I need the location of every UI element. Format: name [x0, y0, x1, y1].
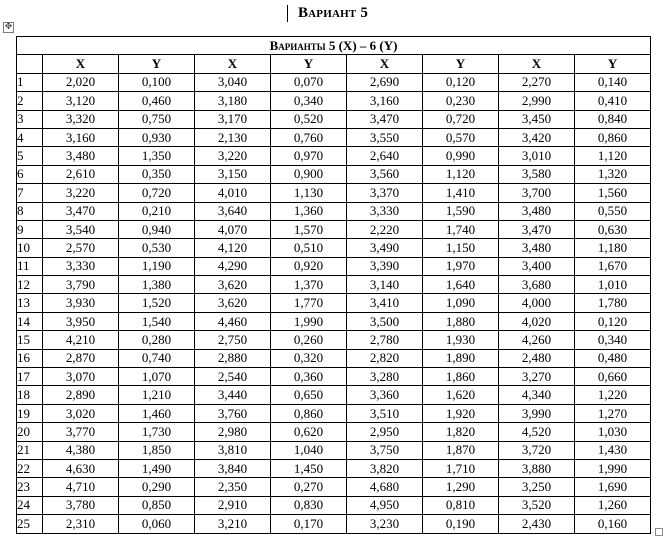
table-cell: 0,290: [119, 478, 195, 496]
row-number-cell: 3: [17, 110, 43, 128]
table-cell: 1,190: [119, 257, 195, 275]
row-number-cell: 15: [17, 331, 43, 349]
table-cell: 2,020: [43, 73, 119, 91]
table-row: [17, 165, 651, 183]
table-cell: 0,860: [575, 128, 651, 146]
row-number-cell: 19: [17, 404, 43, 422]
table-cell: 1,890: [423, 349, 499, 367]
table-cell: 0,260: [271, 331, 347, 349]
table-cell: 3,480: [43, 147, 119, 165]
column-header: X: [43, 55, 119, 73]
table-cell: 3,550: [347, 128, 423, 146]
table-cell: 3,210: [195, 515, 271, 533]
table-row: [17, 147, 651, 165]
table-cell: 3,470: [499, 220, 575, 238]
table-cell: 2,430: [499, 515, 575, 533]
table-cell: 3,180: [195, 92, 271, 110]
table-cell: 3,370: [347, 184, 423, 202]
table-cell: 4,520: [499, 423, 575, 441]
table-cell: 1,540: [119, 312, 195, 330]
table-cell: 3,020: [43, 404, 119, 422]
table-cell: 1,860: [423, 368, 499, 386]
table-cell: 1,220: [575, 386, 651, 404]
table-cell: 3,120: [43, 92, 119, 110]
table-cell: 3,400: [499, 257, 575, 275]
table-cell: 3,810: [195, 441, 271, 459]
table-resize-handle-icon[interactable]: [655, 528, 663, 536]
table-cell: 1,210: [119, 386, 195, 404]
row-number-cell: 9: [17, 220, 43, 238]
table-cell: 3,580: [499, 165, 575, 183]
table-cell: 1,490: [119, 459, 195, 477]
table-cell: 4,020: [499, 312, 575, 330]
row-number-cell: 17: [17, 368, 43, 386]
table-cell: 1,590: [423, 202, 499, 220]
column-header: Y: [271, 55, 347, 73]
table-cell: 1,120: [575, 147, 651, 165]
table-cell: 0,510: [271, 239, 347, 257]
table-cell: 3,040: [195, 73, 271, 91]
table-cell: 3,760: [195, 404, 271, 422]
table-cell: 2,570: [43, 239, 119, 257]
row-number-cell: 10: [17, 239, 43, 257]
table-cell: 2,890: [43, 386, 119, 404]
column-header: X: [347, 55, 423, 73]
table-cell: 0,860: [271, 404, 347, 422]
row-number-cell: 13: [17, 294, 43, 312]
table-cell: 4,210: [43, 331, 119, 349]
table-cell: 2,750: [195, 331, 271, 349]
table-cell: 2,540: [195, 368, 271, 386]
table-row: [17, 404, 651, 422]
table-row: [17, 294, 651, 312]
table-cell: 1,070: [119, 368, 195, 386]
table-cell: 4,380: [43, 441, 119, 459]
table-cell: 2,990: [499, 92, 575, 110]
table-cell: 3,560: [347, 165, 423, 183]
table-cell: 3,500: [347, 312, 423, 330]
table-cell: 4,010: [195, 184, 271, 202]
table-cell: 0,850: [119, 496, 195, 514]
table-cell: 1,990: [575, 459, 651, 477]
table-cell: 1,270: [575, 404, 651, 422]
table-cell: 2,950: [347, 423, 423, 441]
row-number-cell: 14: [17, 312, 43, 330]
table-cell: 1,740: [423, 220, 499, 238]
table-row: [17, 331, 651, 349]
table-cell: 2,480: [499, 349, 575, 367]
table-cell: 2,220: [347, 220, 423, 238]
table-cell: 1,040: [271, 441, 347, 459]
table-cell: 0,410: [575, 92, 651, 110]
table-cell: 3,510: [347, 404, 423, 422]
table-cell: 3,480: [499, 239, 575, 257]
table-cell: 0,620: [271, 423, 347, 441]
table-cell: 1,670: [575, 257, 651, 275]
table-cell: 3,770: [43, 423, 119, 441]
row-number-cell: 18: [17, 386, 43, 404]
table-cell: 3,480: [499, 202, 575, 220]
table-cell: 3,470: [347, 110, 423, 128]
table-cell: 0,120: [423, 73, 499, 91]
row-number-cell: 8: [17, 202, 43, 220]
table-cell: 1,520: [119, 294, 195, 312]
row-number-cell: 5: [17, 147, 43, 165]
table-row: [17, 92, 651, 110]
table-cell: 4,950: [347, 496, 423, 514]
table-cell: 2,690: [347, 73, 423, 91]
table-cell: 0,990: [423, 147, 499, 165]
table-cell: 1,130: [271, 184, 347, 202]
table-cell: 0,660: [575, 368, 651, 386]
table-row: [17, 239, 651, 257]
table-cell: 3,820: [347, 459, 423, 477]
table-cell: 0,570: [423, 128, 499, 146]
table-cell: 3,420: [499, 128, 575, 146]
table-cell: 0,630: [575, 220, 651, 238]
table-cell: 1,970: [423, 257, 499, 275]
table-cell: 3,390: [347, 257, 423, 275]
table-cell: 3,320: [43, 110, 119, 128]
table-cell: 3,840: [195, 459, 271, 477]
column-header: Y: [119, 55, 195, 73]
table-cell: 3,440: [195, 386, 271, 404]
table-cell: 2,980: [195, 423, 271, 441]
table-move-handle-icon[interactable]: ✥: [4, 22, 13, 32]
table-cell: 3,250: [499, 478, 575, 496]
table-cell: 1,290: [423, 478, 499, 496]
table-row: [17, 423, 651, 441]
table-cell: 1,730: [119, 423, 195, 441]
table-cell: 2,780: [347, 331, 423, 349]
table-cell: 0,190: [423, 515, 499, 533]
table-cell: 3,170: [195, 110, 271, 128]
table-cell: 4,710: [43, 478, 119, 496]
table-cell: 2,610: [43, 165, 119, 183]
table-cell: 3,330: [43, 257, 119, 275]
table-cell: 0,210: [119, 202, 195, 220]
table-cell: 3,750: [347, 441, 423, 459]
table-row: [17, 110, 651, 128]
row-number-cell: 12: [17, 276, 43, 294]
table-cell: 0,810: [423, 496, 499, 514]
table-cell: 1,180: [575, 239, 651, 257]
table-cell: 0,320: [271, 349, 347, 367]
table-row: [17, 184, 651, 202]
table-cell: 0,750: [119, 110, 195, 128]
table-row: [17, 478, 651, 496]
table-body: [17, 73, 651, 533]
table-cell: 1,090: [423, 294, 499, 312]
table-cell: 3,780: [43, 496, 119, 514]
table-cell: 1,930: [423, 331, 499, 349]
table-cell: 3,720: [499, 441, 575, 459]
header-row: [17, 55, 651, 73]
row-number-cell: 7: [17, 184, 43, 202]
table-cell: 3,070: [43, 368, 119, 386]
table-cell: 1,150: [423, 239, 499, 257]
table-cell: 2,640: [347, 147, 423, 165]
text-cursor: [287, 5, 288, 22]
table-cell: 3,010: [499, 147, 575, 165]
table-cell: 3,640: [195, 202, 271, 220]
table-cell: 0,340: [271, 92, 347, 110]
page-title: Вариант 5: [297, 5, 369, 21]
table-cell: 0,270: [271, 478, 347, 496]
row-number-cell: 1: [17, 73, 43, 91]
table-cell: 3,990: [499, 404, 575, 422]
table-cell: 0,480: [575, 349, 651, 367]
table-cell: 1,920: [423, 404, 499, 422]
table-cell: 3,880: [499, 459, 575, 477]
table-cell: 3,520: [499, 496, 575, 514]
table-cell: 4,290: [195, 257, 271, 275]
column-header: X: [499, 55, 575, 73]
table-row: [17, 202, 651, 220]
column-header: Y: [423, 55, 499, 73]
table-row: [17, 349, 651, 367]
table-cell: 4,260: [499, 331, 575, 349]
table-cell: 3,160: [43, 128, 119, 146]
table-row: [17, 459, 651, 477]
table-row: [17, 312, 651, 330]
table-row: [17, 496, 651, 514]
table-cell: 0,100: [119, 73, 195, 91]
table-cell: 0,920: [271, 257, 347, 275]
table-cell: 0,840: [575, 110, 651, 128]
table-cell: 1,450: [271, 459, 347, 477]
table-cell: 1,870: [423, 441, 499, 459]
table-cell: 1,710: [423, 459, 499, 477]
table-row: [17, 368, 651, 386]
table-row: [17, 73, 651, 91]
table-cell: 3,410: [347, 294, 423, 312]
table-cell: 0,900: [271, 165, 347, 183]
table-cell: 3,620: [195, 276, 271, 294]
column-header: Y: [575, 55, 651, 73]
table-cell: 0,760: [271, 128, 347, 146]
table-cell: 4,120: [195, 239, 271, 257]
table-cell: 3,680: [499, 276, 575, 294]
table-cell: 4,000: [499, 294, 575, 312]
table-cell: 1,030: [575, 423, 651, 441]
table-cell: 1,380: [119, 276, 195, 294]
table-row: [17, 128, 651, 146]
table-cell: 0,740: [119, 349, 195, 367]
table-cell: 0,720: [423, 110, 499, 128]
table-cell: 3,930: [43, 294, 119, 312]
table-cell: 1,770: [271, 294, 347, 312]
table-cell: 0,160: [575, 515, 651, 533]
table-cell: 1,880: [423, 312, 499, 330]
row-number-cell: 24: [17, 496, 43, 514]
table-cell: 3,230: [347, 515, 423, 533]
table-cell: 3,490: [347, 239, 423, 257]
table-cell: 3,160: [347, 92, 423, 110]
table-cell: 0,650: [271, 386, 347, 404]
table-cell: 3,470: [43, 202, 119, 220]
row-number-cell: 22: [17, 459, 43, 477]
table-cell: 2,820: [347, 349, 423, 367]
table-cell: 0,550: [575, 202, 651, 220]
table-cell: 3,950: [43, 312, 119, 330]
table-cell: 0,970: [271, 147, 347, 165]
table-row: [17, 257, 651, 275]
table-cell: 1,010: [575, 276, 651, 294]
row-number-cell: 4: [17, 128, 43, 146]
table-cell: 3,220: [43, 184, 119, 202]
table-row: [17, 276, 651, 294]
table-cell: 0,460: [119, 92, 195, 110]
table-cell: 0,060: [119, 515, 195, 533]
table-cell: 0,170: [271, 515, 347, 533]
table-row: [17, 220, 651, 238]
table-cell: 1,410: [423, 184, 499, 202]
table-cell: 2,880: [195, 349, 271, 367]
table-cell: 1,620: [423, 386, 499, 404]
table-cell: 4,460: [195, 312, 271, 330]
table-cell: 3,360: [347, 386, 423, 404]
table-cell: 0,520: [271, 110, 347, 128]
table-cell: 1,320: [575, 165, 651, 183]
table-cell: 3,540: [43, 220, 119, 238]
table-cell: 3,620: [195, 294, 271, 312]
table-cell: 4,340: [499, 386, 575, 404]
table-cell: 4,680: [347, 478, 423, 496]
table-cell: 4,630: [43, 459, 119, 477]
table-cell: 0,340: [575, 331, 651, 349]
table-cell: 0,940: [119, 220, 195, 238]
table-cell: 2,350: [195, 478, 271, 496]
table-cell: 2,870: [43, 349, 119, 367]
table-cell: 1,990: [271, 312, 347, 330]
table-cell: 1,850: [119, 441, 195, 459]
table-cell: 1,370: [271, 276, 347, 294]
table-cell: 1,120: [423, 165, 499, 183]
table-row: [17, 441, 651, 459]
table-cell: 0,720: [119, 184, 195, 202]
table-cell: 1,460: [119, 404, 195, 422]
table-cell: 1,360: [271, 202, 347, 220]
column-header-index: [17, 55, 43, 73]
table-cell: 0,140: [575, 73, 651, 91]
table-cell: 0,930: [119, 128, 195, 146]
table-cell: 3,450: [499, 110, 575, 128]
table-cell: 3,790: [43, 276, 119, 294]
table-row: [17, 515, 651, 533]
caption-row: [17, 37, 651, 55]
table-cell: 4,070: [195, 220, 271, 238]
table-cell: 1,560: [575, 184, 651, 202]
table-cell: 0,530: [119, 239, 195, 257]
row-number-cell: 25: [17, 515, 43, 533]
table-cell: 0,280: [119, 331, 195, 349]
table-cell: 0,830: [271, 496, 347, 514]
table-cell: 0,350: [119, 165, 195, 183]
table-cell: 1,780: [575, 294, 651, 312]
table-cell: 2,910: [195, 496, 271, 514]
table-cell: 1,430: [575, 441, 651, 459]
table-cell: 3,280: [347, 368, 423, 386]
table-cell: 3,270: [499, 368, 575, 386]
row-number-cell: 21: [17, 441, 43, 459]
table-cell: 0,230: [423, 92, 499, 110]
row-number-cell: 11: [17, 257, 43, 275]
column-header: X: [195, 55, 271, 73]
table-row: [17, 386, 651, 404]
table-cell: 1,820: [423, 423, 499, 441]
table-cell: 3,150: [195, 165, 271, 183]
table-cell: 0,120: [575, 312, 651, 330]
row-number-cell: 6: [17, 165, 43, 183]
table-caption: Варианты 5 (X) – 6 (Y): [17, 37, 651, 55]
data-table: [16, 36, 651, 534]
row-number-cell: 16: [17, 349, 43, 367]
table-cell: 3,330: [347, 202, 423, 220]
table-cell: 2,270: [499, 73, 575, 91]
table-cell: 0,070: [271, 73, 347, 91]
table-cell: 1,690: [575, 478, 651, 496]
table-cell: 0,360: [271, 368, 347, 386]
table-cell: 1,570: [271, 220, 347, 238]
table-cell: 3,140: [347, 276, 423, 294]
table-cell: 1,350: [119, 147, 195, 165]
table-cell: 2,130: [195, 128, 271, 146]
table-cell: 3,700: [499, 184, 575, 202]
row-number-cell: 20: [17, 423, 43, 441]
table-cell: 3,220: [195, 147, 271, 165]
table-cell: 1,260: [575, 496, 651, 514]
row-number-cell: 2: [17, 92, 43, 110]
table-cell: 2,310: [43, 515, 119, 533]
row-number-cell: 23: [17, 478, 43, 496]
table-cell: 1,640: [423, 276, 499, 294]
